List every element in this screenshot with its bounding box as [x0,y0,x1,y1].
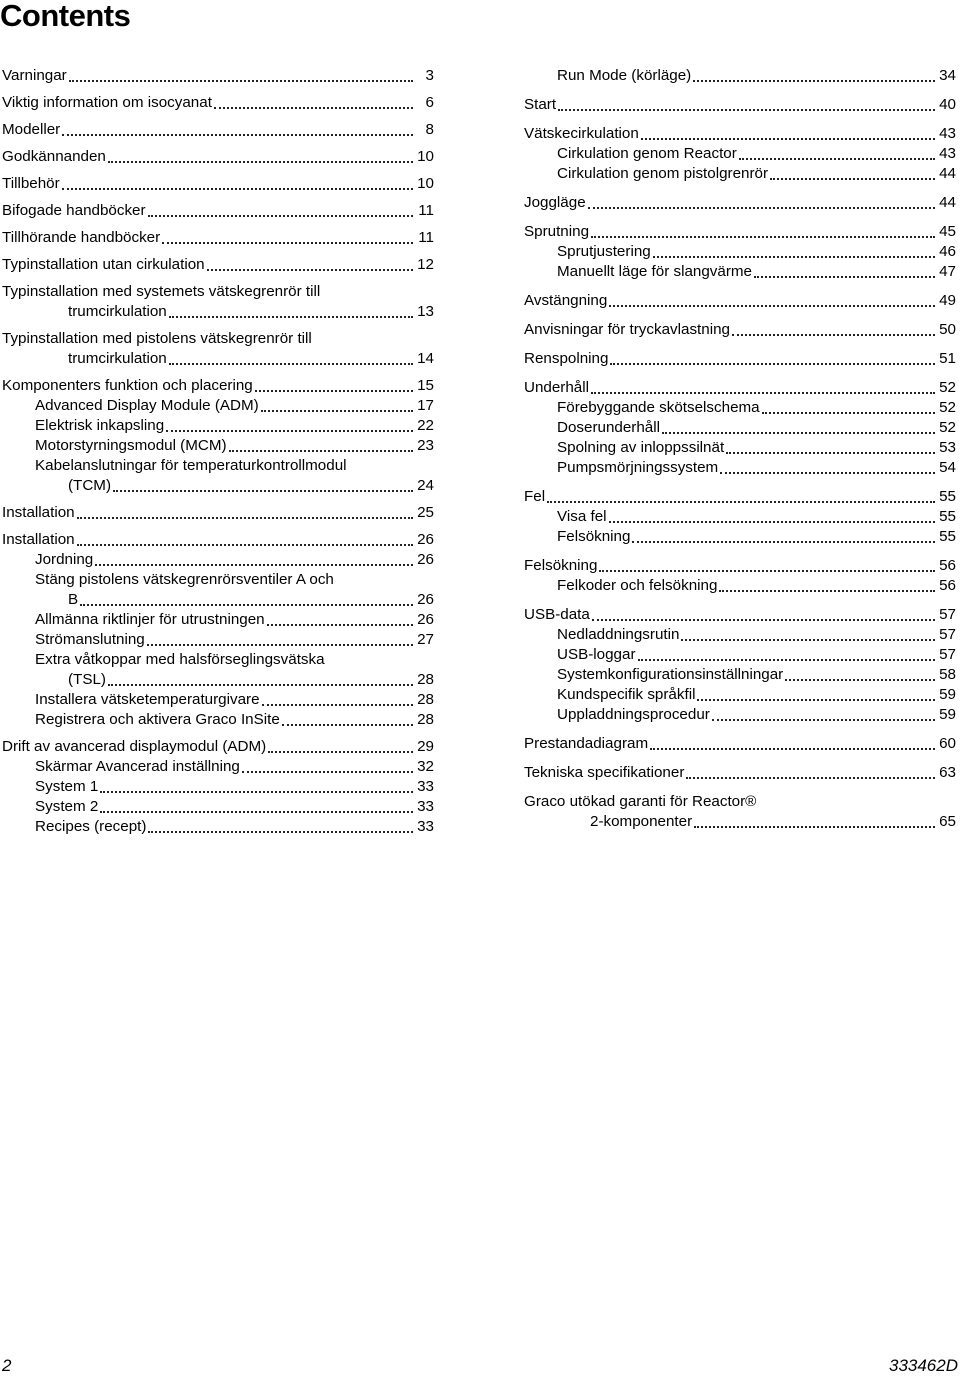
toc-entry-page: 55 [939,488,956,505]
toc-entry-title: Bifogade handböcker [2,202,146,219]
toc-entry[interactable] [2,456,434,496]
dot-leader [100,811,413,813]
dot-leader [261,410,413,412]
dot-leader [108,684,413,686]
toc-entry-title: Felsökning [524,557,598,574]
toc-entry-page: 33 [417,798,434,815]
toc-entry-title: Kundspecifik språkfil [557,686,696,703]
toc-entry-page: 56 [939,577,956,594]
toc-entry-page: 56 [939,557,956,574]
toc-entry[interactable] [524,734,956,754]
dot-leader [762,412,935,414]
toc-entry-page: 3 [425,67,434,84]
toc-entry-title: Doserunderhåll [557,419,660,436]
toc-entry-page: 23 [417,437,434,454]
toc-entry-page: 17 [417,397,434,414]
toc-entry-page: 26 [417,551,434,568]
toc-entry-title: Visa fel [557,508,607,525]
toc-entry[interactable] [2,550,434,570]
dot-leader [694,826,935,828]
toc-entry-page: 12 [417,256,434,273]
toc-entry[interactable] [2,282,434,322]
toc-entry[interactable] [524,193,956,213]
toc-entry-title: Godkännanden [2,148,106,165]
toc-entry-title: Nedladdningsrutin [557,626,680,643]
toc-entry-title-continued: trumcirkulation [68,303,167,320]
dot-leader [100,791,413,793]
toc-entry-page: 28 [417,671,434,688]
toc-entry-title: Typinstallation utan cirkulation [2,256,205,273]
toc-entry-page: 27 [417,631,434,648]
toc-entry-title: Typinstallation med systemets vätskegrenrör till [2,283,321,300]
toc-entry-page: 44 [939,194,956,211]
toc-entry-page: 32 [417,758,434,775]
dot-leader [147,644,413,646]
toc-entry-title: USB-loggar [557,646,636,663]
dot-leader [148,831,413,833]
toc-entry-page: 8 [425,121,434,138]
toc-entry[interactable] [2,817,434,837]
toc-entry[interactable] [524,705,956,725]
toc-entry-title: Run Mode (körläge) [557,67,692,84]
toc-entry-title: Manuellt läge för slangvärme [557,263,753,280]
dot-leader [262,704,413,706]
toc-entry-page: 26 [417,611,434,628]
toc-entry[interactable] [524,378,956,398]
dot-leader [547,501,935,503]
dot-leader [592,619,935,621]
dot-leader [591,392,935,394]
toc-entry-title: Registrera och aktivera Graco InSite [35,711,280,728]
dot-leader [739,158,935,160]
dot-leader [641,138,935,140]
toc-entry-title-continued: B [68,591,79,608]
toc-entry-page: 43 [939,145,956,162]
toc-entry[interactable] [2,797,434,817]
toc-entry-page: 57 [939,626,956,643]
dot-leader [166,430,413,432]
dot-leader [653,256,935,258]
dot-leader [681,639,935,641]
toc-entry[interactable] [524,576,956,596]
toc-entry-page: 34 [939,67,956,84]
toc-entry-title: Tillbehör [2,175,60,192]
dot-leader [610,363,935,365]
toc-entry-page: 33 [417,818,434,835]
toc-entry-title: Recipes (recept) [35,818,147,835]
toc-entry-page: 58 [939,666,956,683]
dot-leader [77,517,413,519]
toc-entry[interactable] [524,242,956,262]
toc-entry[interactable] [524,507,956,527]
toc-entry-page: 57 [939,606,956,623]
dot-leader [169,363,413,365]
toc-entry-title: Joggläge [524,194,586,211]
toc-entry-title: Anvisningar för tryckavlastning [524,321,730,338]
toc-entry-title: USB-data [524,606,590,623]
toc-entry[interactable] [524,665,956,685]
toc-entry-page: 46 [939,243,956,260]
toc-entry-page: 51 [939,350,956,367]
toc-entry[interactable] [2,329,434,369]
toc-entry[interactable] [2,737,434,757]
dot-leader [267,624,413,626]
toc-entry-page: 50 [939,321,956,338]
toc-entry-title: Skärmar Avancerad inställning [35,758,240,775]
toc-entry[interactable] [524,164,956,184]
toc-entry-title: Komponenters funktion och placering [2,377,253,394]
toc-entry-page: 33 [417,778,434,795]
toc-entry-title: Installera vätsketemperaturgivare [35,691,260,708]
dot-leader [214,107,413,109]
toc-entry-page: 13 [417,303,434,320]
dot-leader [80,604,413,606]
dot-leader [169,316,413,318]
toc-entry[interactable] [524,124,956,144]
dot-leader [108,161,413,163]
dot-leader [662,432,935,434]
dot-leader [697,699,935,701]
toc-entry-page: 57 [939,646,956,663]
toc-entry-title: Sprutjustering [557,243,651,260]
toc-entry-page: 60 [939,735,956,752]
toc-entry[interactable] [2,436,434,456]
toc-entry-page: 54 [939,459,956,476]
toc-entry[interactable] [2,147,434,167]
toc-entry-title-continued: (TCM) [68,477,112,494]
toc-entry-page: 55 [939,508,956,525]
toc-entry[interactable] [524,95,956,115]
dot-leader [693,80,935,82]
toc-entry[interactable] [524,792,956,832]
toc-entry-title: Typinstallation med pistolens vätskegrenrör till [2,330,312,347]
toc-entry[interactable] [2,396,434,416]
dot-leader [113,490,413,492]
toc-entry-title: Advanced Display Module (ADM) [35,397,259,414]
toc-entry-title: System 1 [35,778,99,795]
toc-entry-title: Avstängning [524,292,608,309]
toc-entry-page: 65 [939,813,956,830]
toc-entry-title: Cirkulation genom pistolgrenrör [557,165,769,182]
toc-right-column [524,66,956,832]
toc-entry[interactable] [2,416,434,436]
toc-entry-page: 10 [417,175,434,192]
toc-entry[interactable] [524,262,956,282]
dot-leader [242,771,413,773]
toc-entry-title: Vätskecirkulation [524,125,639,142]
toc-entry-page: 53 [939,439,956,456]
toc-entry-page: 44 [939,165,956,182]
dot-leader [770,178,935,180]
toc-entry[interactable] [2,610,434,630]
dot-leader [69,80,413,82]
dot-leader [282,724,413,726]
toc-entry-page: 28 [417,691,434,708]
toc-entry[interactable] [524,763,956,783]
toc-entry-page: 14 [417,350,434,367]
toc-entry-title-continued: 2-komponenter [590,813,693,830]
dot-leader [632,541,935,543]
dot-leader [638,659,935,661]
toc-entry[interactable] [524,556,956,576]
dot-leader [609,521,935,523]
toc-entry-title: Start [524,96,557,113]
toc-entry[interactable] [524,291,956,311]
toc-entry-title: Stäng pistolens vätskegrenrörsventiler A och [35,571,334,588]
toc-entry[interactable] [2,66,434,86]
toc-entry[interactable] [524,398,956,418]
toc-entry[interactable] [2,757,434,777]
toc-entry-page: 45 [939,223,956,240]
toc-entry[interactable] [524,144,956,164]
dot-leader [591,236,935,238]
toc-entry-title: Fel [524,488,546,505]
toc-entry-page: 59 [939,706,956,723]
toc-entry[interactable] [2,120,434,140]
toc-entry[interactable] [2,503,434,523]
toc-entry[interactable] [524,66,956,86]
toc-entry-page: 26 [417,531,434,548]
toc-entry[interactable] [2,710,434,730]
toc-entry[interactable] [524,458,956,478]
dot-leader [588,207,935,209]
toc-entry[interactable] [524,685,956,705]
toc-entry-title: Elektrisk inkapsling [35,417,165,434]
toc-entry-page: 59 [939,686,956,703]
toc-entry[interactable] [524,605,956,625]
toc-entry-title: Pumpsmörjningssystem [557,459,719,476]
toc-entry[interactable] [524,645,956,665]
dot-leader [712,719,935,721]
dot-leader [148,215,413,217]
toc-entry-page: 11 [418,202,434,219]
toc-entry-title: Modeller [2,121,61,138]
dot-leader [686,777,935,779]
toc-entry-page: 63 [939,764,956,781]
toc-entry-title-continued: (TSL) [68,671,106,688]
dot-leader [558,109,935,111]
toc-entry-title: Underhåll [524,379,590,396]
toc-entry-page: 52 [939,379,956,396]
toc-entry[interactable] [524,625,956,645]
toc-entry-page: 6 [425,94,434,111]
toc-entry[interactable] [2,630,434,650]
toc-entry-title: Installation [2,531,75,548]
toc-entry-title: Strömanslutning [35,631,145,648]
toc-entry-title: Allmänna riktlinjer för utrustningen [35,611,265,628]
dot-leader [650,748,935,750]
toc-entry[interactable] [2,690,434,710]
toc-entry-page: 24 [417,477,434,494]
toc-entry-page: 10 [417,148,434,165]
toc-entry[interactable] [2,93,434,113]
toc-entry[interactable] [2,255,434,275]
toc-entry-title: Systemkonfigurationsinställningar [557,666,784,683]
toc-entry-title: Tillhörande handböcker [2,229,161,246]
toc-entry[interactable] [524,438,956,458]
toc-entry[interactable] [2,530,434,550]
dot-leader [599,570,935,572]
toc-entry-title: Drift av avancerad displaymodul (ADM) [2,738,267,755]
toc-entry-page: 43 [939,125,956,142]
toc-entry[interactable] [2,201,434,221]
toc-entry-title: Motorstyrningsmodul (MCM) [35,437,227,454]
toc-entry-page: 26 [417,591,434,608]
toc-entry-page: 28 [417,711,434,728]
toc-entry[interactable] [2,570,434,610]
toc-entry-title: Installation [2,504,75,521]
toc-entry-page: 52 [939,399,956,416]
dot-leader [268,751,413,753]
toc-entry-title: Uppladdningsprocedur [557,706,710,723]
toc-entry-page: 55 [939,528,956,545]
toc-entry-title: Prestandadiagram [524,735,649,752]
page-number: 2 [2,1356,12,1375]
dot-leader [62,188,413,190]
toc-entry-page: 15 [417,377,434,394]
toc-entry-title: Felsökning [557,528,631,545]
toc-entry-title: Sprutning [524,223,590,240]
page-title: Contents [0,0,131,33]
toc-entry-title: Viktig information om isocyanat [2,94,212,111]
toc-entry[interactable] [2,174,434,194]
toc-entry[interactable] [524,487,956,507]
dot-leader [609,305,935,307]
toc-entry[interactable] [2,228,434,248]
dot-leader [229,450,413,452]
document-number: 333462D [888,1356,958,1375]
toc-entry[interactable] [524,418,956,438]
dot-leader [207,269,413,271]
toc-entry-page: 52 [939,419,956,436]
toc-entry-title: System 2 [35,798,99,815]
toc-entry[interactable] [2,376,434,396]
toc-entry-title: Graco utökad garanti för Reactor® [524,793,757,810]
dot-leader [255,390,413,392]
dot-leader [77,544,413,546]
toc-entry[interactable] [524,527,956,547]
dot-leader [732,334,935,336]
toc-entry[interactable] [524,320,956,340]
dot-leader [785,679,935,681]
toc-entry-title-continued: trumcirkulation [68,350,167,367]
toc-entry-title: Felkoder och felsökning [557,577,718,594]
dot-leader [162,242,413,244]
toc-entry-title: Kabelanslutningar för temperaturkontrollmodul [35,457,347,474]
toc-entry-title: Förebyggande skötselschema [557,399,760,416]
toc-entry-page: 25 [417,504,434,521]
toc-entry-title: Spolning av inloppssilnät [557,439,725,456]
toc-entry-title: Varningar [2,67,67,84]
toc-entry-title: Jordning [35,551,94,568]
toc-entry-page: 29 [417,738,434,755]
toc-entry-page: 40 [939,96,956,113]
dot-leader [62,134,413,136]
toc-entry-title: Extra våtkoppar med halsförseglingsvätska [35,651,325,668]
toc-entry-page: 22 [417,417,434,434]
dot-leader [95,564,413,566]
toc-entry-page: 11 [418,229,434,246]
toc-entry-page: 47 [939,263,956,280]
dot-leader [720,472,935,474]
dot-leader [754,276,935,278]
toc-entry[interactable] [524,349,956,369]
dot-leader [719,590,935,592]
toc-entry-title: Renspolning [524,350,609,367]
dot-leader [726,452,935,454]
toc-entry[interactable] [2,777,434,797]
toc-entry-title: Tekniska specifikationer [524,764,685,781]
toc-entry-page: 49 [939,292,956,309]
toc-left-column [2,66,434,837]
toc-entry[interactable] [2,650,434,690]
toc-entry[interactable] [524,222,956,242]
toc-entry-title: Cirkulation genom Reactor [557,145,737,162]
